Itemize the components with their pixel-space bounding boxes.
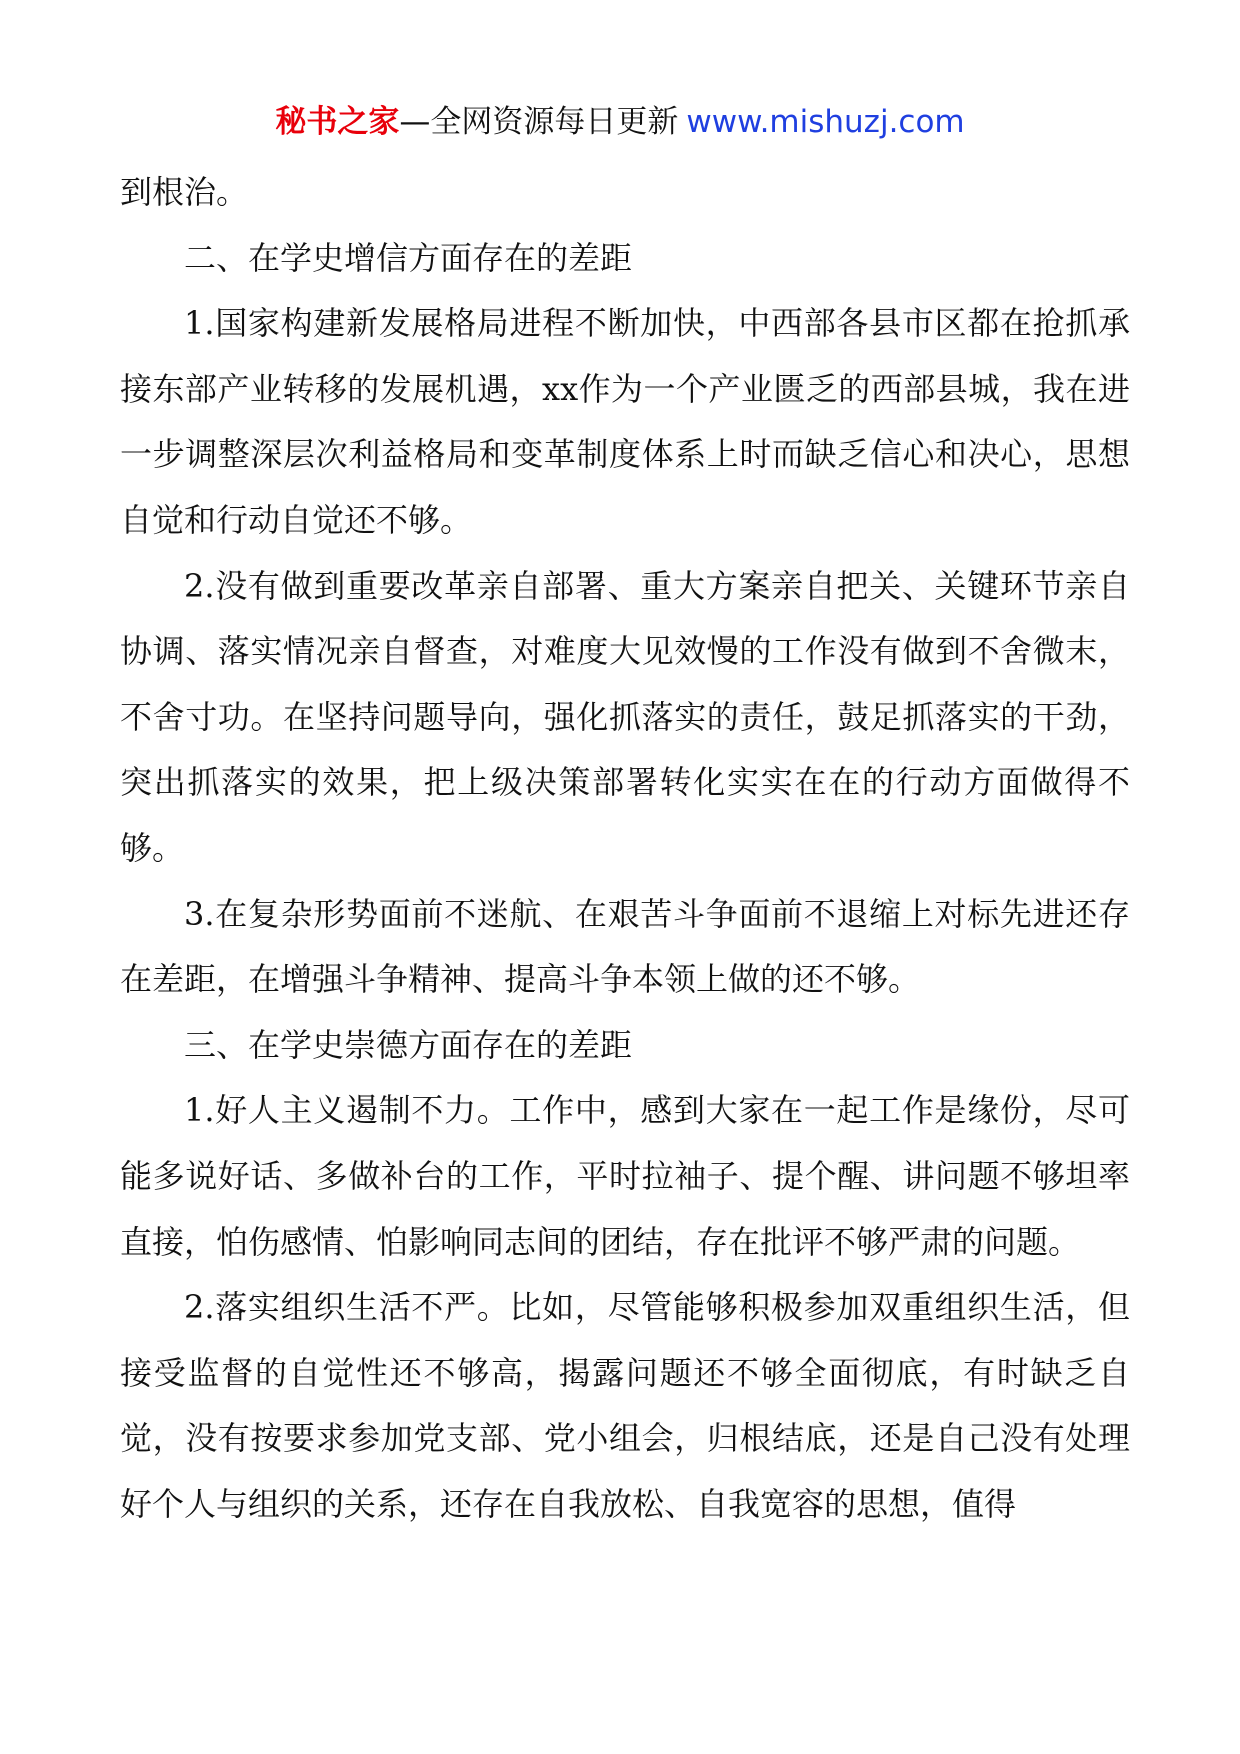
list-item-3-1: 1.好人主义遏制不力。工作中，感到大家在一起工作是缘份，尽可能多说好话、多做补台的工作，平时拉袖子、提个醒、讲问题不够坦率直接，怕伤感情、怕影响同志间的团结，存在批评不够严肃的问题。 bbox=[120, 1091, 1130, 1261]
site-tagline: —全网资源每日更新 bbox=[399, 104, 679, 140]
list-item-2-1: 1.国家构建新发展格局进程不断加快，中西部各县市区都在抢抓承接东部产业转移的发展机遇，xx作为一个产业匮乏的西部县城，我在进一步调整深层次利益格局和变革制度体系上时而缺乏信心和决心，思想自觉和行动自觉还不够。 bbox=[120, 304, 1130, 539]
list-item-2-3: 3.在复杂形势面前不迷航、在艰苦斗争面前不退缩上对标先进还存在差距，在增强斗争精神、提高斗争本领上做的还不够。 bbox=[120, 894, 1130, 999]
section-heading-2: 二、在学史增信方面存在的差距 bbox=[184, 238, 633, 277]
site-header bbox=[0, 100, 1240, 144]
list-item-2-2: 2.没有做到重要改革亲自部署、重大方案亲自把关、关键环节亲自协调、落实情况亲自督查，对难度大见效慢的工作没有做到不舍微末，不舍寸功。在坚持问题导向，强化抓落实的责任，鼓足抓落实的干劲，突出抓落实的效果，把上级决策部署转化实实在在的行动方面做得不够。 bbox=[120, 566, 1130, 867]
paragraph-continuation: 到根治。 bbox=[120, 173, 249, 211]
site-brand: 秘书之家 bbox=[275, 104, 400, 140]
document-body bbox=[120, 160, 1130, 1537]
section-heading-3: 三、在学史崇德方面存在的差距 bbox=[184, 1025, 633, 1064]
site-url-link[interactable]: www.mishuzj.com bbox=[686, 104, 965, 140]
list-item-3-2: 2.落实组织生活不严。比如，尽管能够积极参加双重组织生活，但接受监督的自觉性还不够高，揭露问题还不够全面彻底，有时缺乏自觉，没有按要求参加党支部、党小组会，归根结底，还是自己没有处理好个人与组织的关系，还存在自我放松、自我宽容的思想，值得 bbox=[120, 1288, 1130, 1523]
